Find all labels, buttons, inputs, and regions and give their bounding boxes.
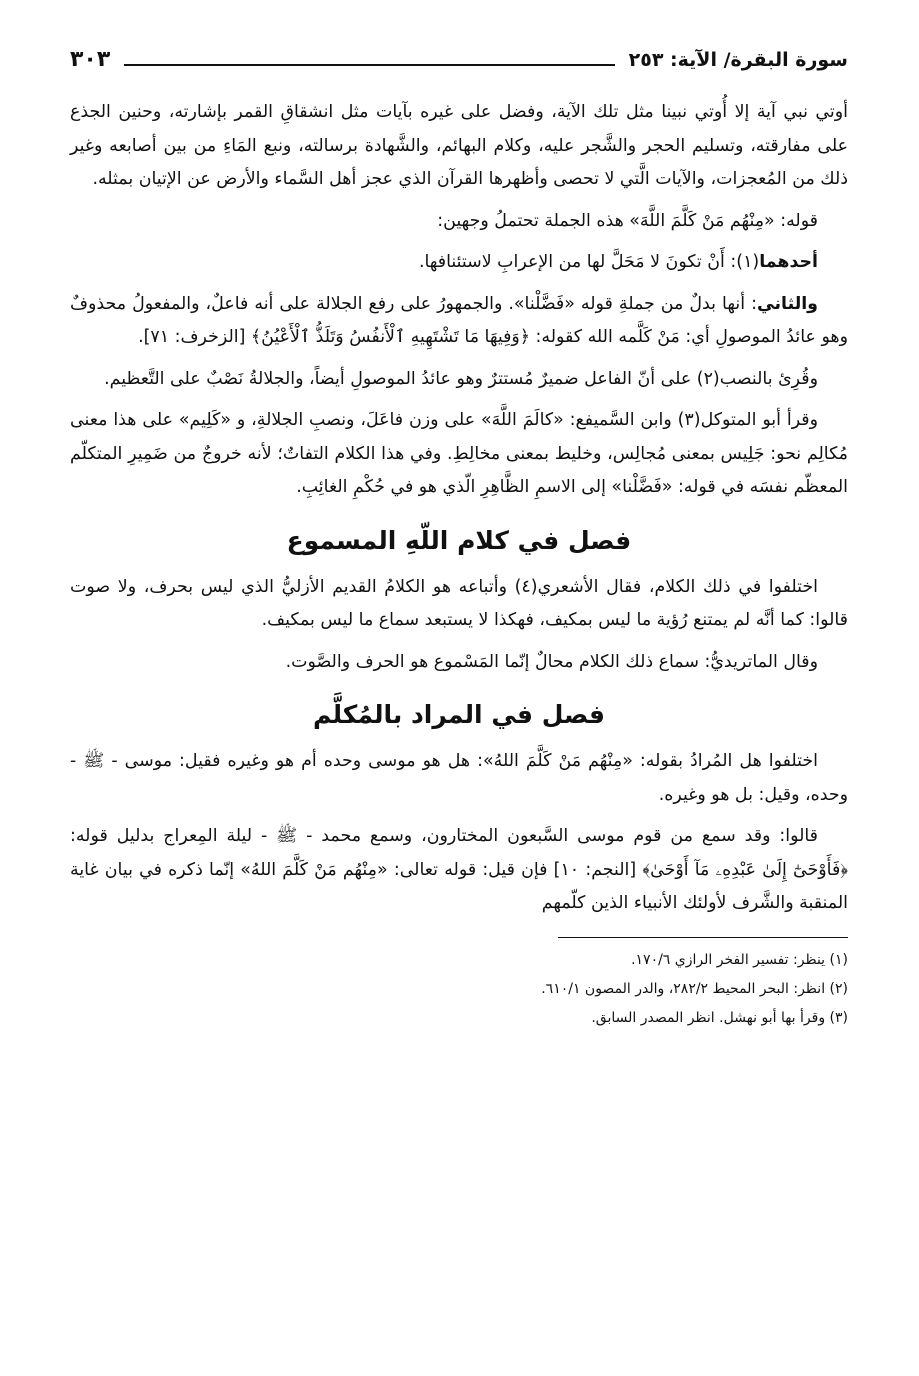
paragraph: قالوا: وقد سمع من قوم موسى السَّبعون المختارون، وسمع محمد - ﷺ - ليلة المِعراج بدليل قوله: ﴿فَأَوْحَىٰٓ إِلَىٰ عَبْدِهِۦ مَآ أَوْحَىٰ﴾ [النجم: ١٠] فإن قيل: قوله تعالى: «مِنْهُم مَنْ كَلَّمَ اللهُ» إنّما ذكره في بيان غاية المنقبة والشَّرف لأولئك الأنبياء الذين كلّمهم (70, 826, 848, 913)
section-heading: فصل في المراد بالمُكلَّم (312, 700, 606, 729)
paragraph (70, 571, 848, 638)
footnote-ref: (٤) (514, 576, 538, 597)
footnote: (١) ينظر: تفسير الفخر الرازي ١٧٠/٦. (631, 951, 848, 968)
page-body (70, 96, 848, 1033)
paragraph-text: وابن السَّميفع: «كالَمَ اللَّهَ» على وزن فاعَلَ، ونصبِ الجلالةِ، و «كَلِيم» على هذا معنى مُكالِم نحو: جَلِيس بمعنى مُجالِس، وخليط بمعنى مخالِطِ. وفي هذا الكلام التفاتٌ؛ لأنه خروجٌ من ضَمِيرِ المتكلّم المعظّم نفسَه في قوله: «فَضَّلْنا» إلى الاسمِ الظَّاهِرِ الّذي هو في حُكْمِ الغائِبِ. (70, 410, 848, 497)
paragraph (70, 404, 848, 505)
paragraph (70, 363, 848, 397)
section-heading: فصل في كلام اللّهِ المسموع (286, 525, 632, 555)
footnote-ref: (٢) (696, 368, 720, 389)
paragraph-text: اختلفوا في ذلك الكلام، فقال الأشعري (537, 576, 818, 597)
page-header (70, 28, 848, 72)
footnote-ref: (١) (736, 252, 760, 272)
paragraph-text: على أنّ الفاعل ضميرٌ مُستترٌ وهو عائدُ الموصولِ أيضاً، والجلالةُ نَصْبٌ على التَّعظيم. (104, 368, 697, 389)
paragraph (70, 246, 848, 280)
paragraph: اختلفوا هل المُرادُ بقوله: «مِنْهُم مَنْ كَلَّمَ اللهُ»: هل هو موسى وحده أم هو وغيره فقيل: موسى - ﷺ - وحده، وقيل: بل هو وغيره. (70, 751, 848, 805)
book-page (70, 28, 848, 1358)
footnote: (٢) انظر: البحر المحيط ٢٨٢/٢، والدر المصون ٦١٠/١. (541, 980, 848, 997)
paragraph-label: أحدهما (759, 252, 818, 272)
page-number: ٣٠٣ (70, 47, 111, 72)
running-header-title: سورة البقرة/ الآية: ٢٥٣ (628, 49, 848, 71)
paragraph-text: وقرأ أبو المتوكل (700, 410, 818, 430)
paragraph: قوله: «مِنْهُم مَنْ كَلَّمَ اللَّهَ» هذه الجملة تحتملُ وجهين: (437, 210, 818, 231)
paragraph-label: والثاني (756, 293, 818, 314)
footnote-ref: (٣) (677, 410, 701, 430)
paragraph: أوتي نبي آية إلا أُوتي نبينا مثل تلك الآية، وفضل على غيره بآيات مثل انشقاقِ القمر بإشارته، وحنين الجذع على مفارقته، وتسليم الحجر والشَّجر عليه، وكلام البهائم، والشَّهادة برسالته، ونبع المَاءِ من بين أصابعه وغير ذلك من المُعجزات، والآيات الَّتي لا تحصى وأظهرها القرآن الذي عجز أهل السَّماء والأرض عن الإتيان بمثله. (70, 102, 848, 189)
paragraph-text: وأتباعه هو الكلامُ القديم الأزليُّ الذي ليس بحرف، ولا صوت قالوا: كما أنَّه لم يمتنع رُؤية ما ليس بمكيف، فهكذا لا يستبعد سماع ما ليس بمكيف. (70, 576, 848, 630)
paragraph-text: : أَنْ تكونَ لا مَحَلَّ لها من الإعرابِ لاستئنافها. (418, 252, 737, 272)
footnote-separator (558, 937, 848, 938)
header-rule (124, 64, 614, 66)
paragraph (70, 288, 848, 355)
paragraph: وقال الماتريديُّ: سماع ذلك الكلام محالٌ إنّما المَسْموع هو الحرف والصَّوت. (285, 651, 818, 672)
paragraph-text: وقُرِئ بالنصب (719, 368, 818, 389)
paragraph-text: : أنها بدلٌ من جملةِ قوله «فَضَّلْنا». والجمهورُ على رفع الجلالة على أنه فاعلٌ، والمفعولُ محذوفٌ وهو عائدُ الموصولِ أي: مَنْ كَلَّمه الله كقوله: ﴿وَفِيهَا مَا تَشْتَهِيهِ ٱلْأَنفُسُ وَتَلَذُّ ٱلْأَعْيُنُ﴾ [الزخرف: ٧١]. (70, 293, 848, 347)
footnote: (٣) وقرأ بها أبو نهشل. انظر المصدر السابق. (591, 1009, 848, 1026)
